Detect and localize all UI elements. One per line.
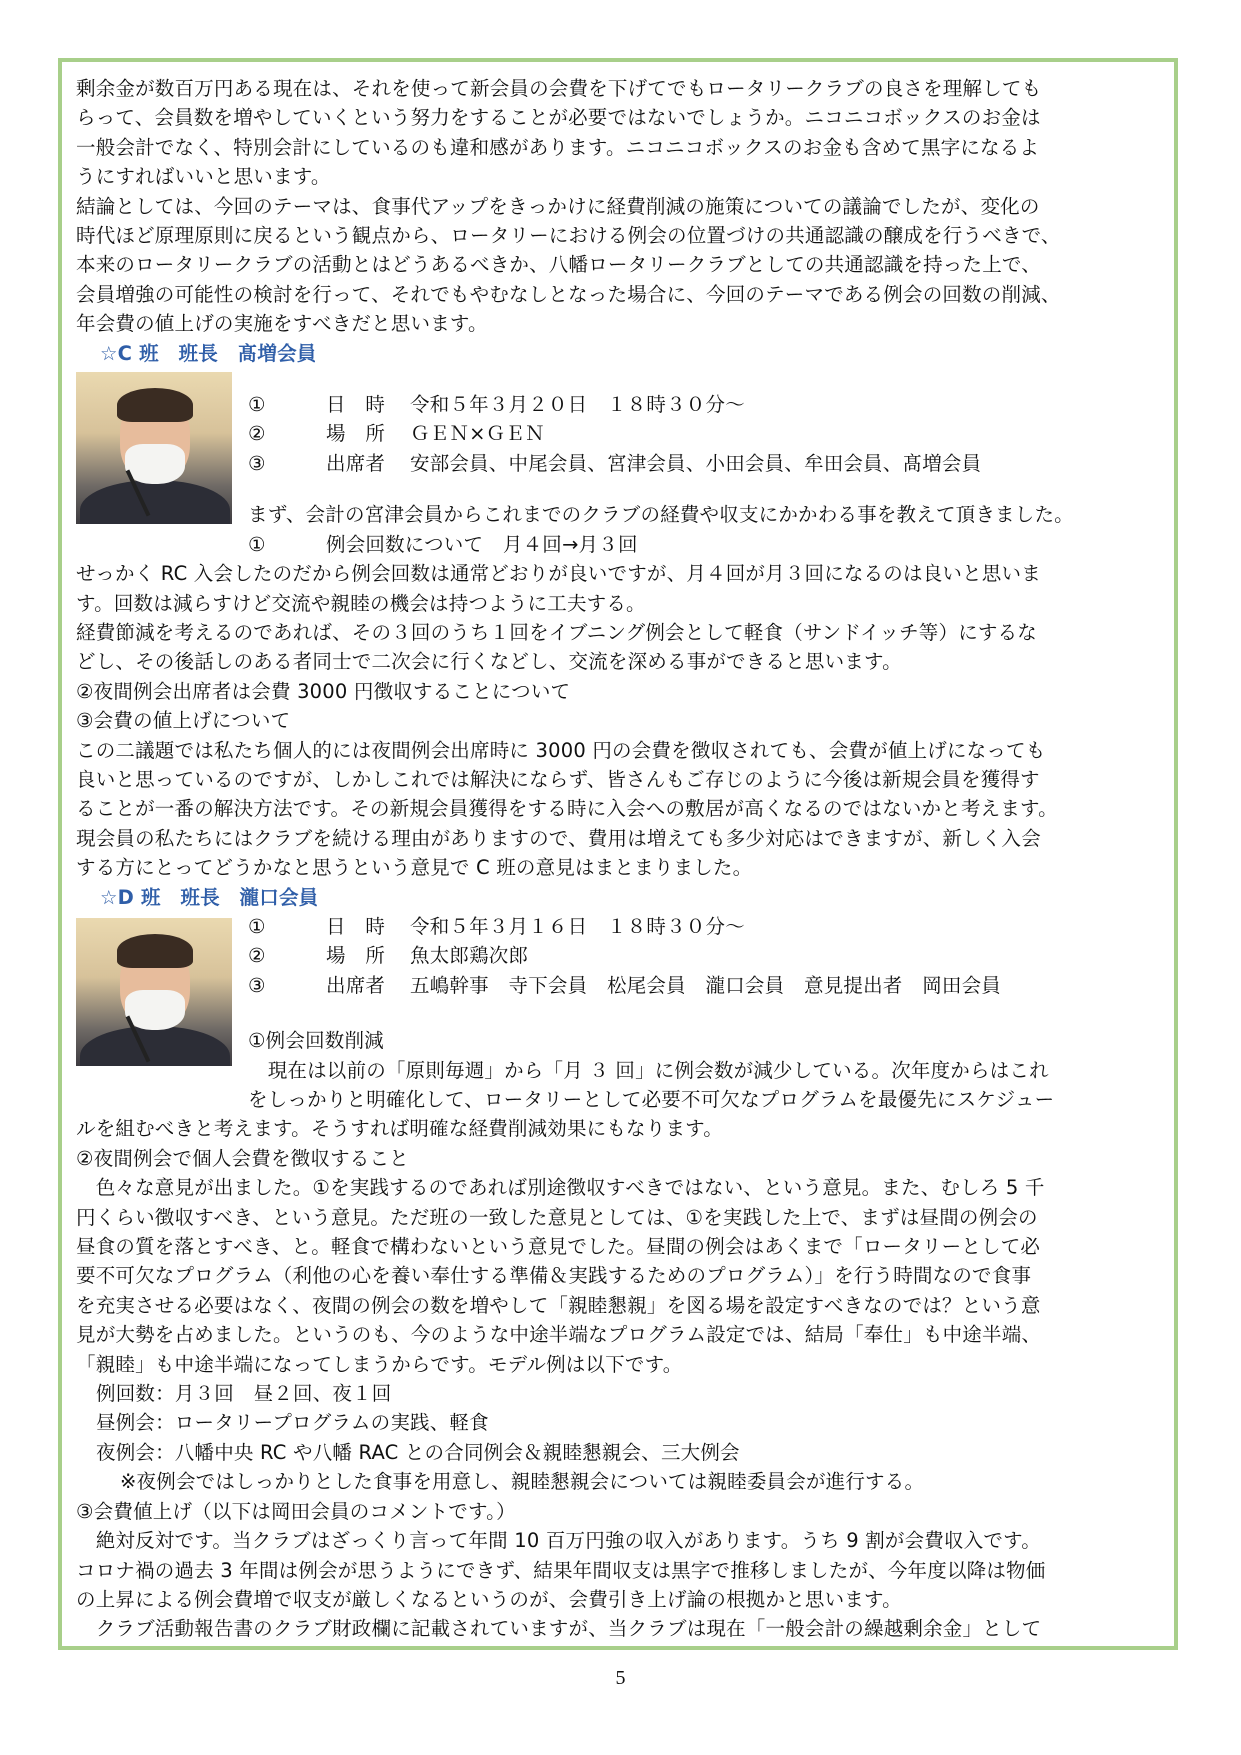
section-d-body <box>76 1114 1176 1643</box>
text-line: 経費節減を考えるのであれば、その３回のうち１回をイブニング例会として軽食（サンドイッチ等）にするな <box>76 620 1038 644</box>
text-line: らって、会員数を増やしていくという努力をすることが必要ではないでしょうか。ニコニコボックスのお金は <box>76 106 1041 130</box>
model-line: 夜例会：八幡中央 RC や八幡 RAC との合同例会＆親睦懇親会、三大例会 <box>96 1440 740 1464</box>
section-d-info <box>248 912 1176 1114</box>
text-line: 昼食の質を落とすべき、と。軽食で構わないという意見でした。昼間の例会はあくまで「ロータリーとして必 <box>76 1235 1041 1259</box>
section-c-heading: ☆C 班 班長 髙増会員 <box>100 341 317 365</box>
info-row-date: ① 日 時 令和５年３月２０日 １８時３０分～ <box>248 393 745 417</box>
section-c-info <box>248 372 1176 559</box>
text-line: ②夜間例会出席者は会費 3000 円徴収することについて <box>76 679 571 703</box>
section-d-block <box>76 912 1176 1114</box>
text-line: 会員増強の可能性の検討を行って、それでもやむなしとなった場合に、今回のテーマである例会の回数の削減、 <box>76 282 1061 306</box>
text-line: 現在は以前の「原則毎週」から「月 ３ 回」に例会数が減少している。次年度からはこれ <box>248 1058 1049 1082</box>
text-line: 「親睦」も中途半端になってしまうからです。モデル例は以下です。 <box>76 1352 683 1376</box>
text-line: 要不可欠なプログラム（利他の心を養い奉仕する準備＆実践するためのプログラム）」を行う時間なので食事 <box>76 1264 1032 1288</box>
text-line: せっかく RC 入会したのだから例会回数は通常どおりが良いですが、月４回が月３回になるのは良いと思いま <box>76 562 1041 586</box>
text-line: 良いと思っているのですが、しかしこれでは解決にならず、皆さんもご存じのように今後は新規会員を獲得す <box>76 767 1040 791</box>
text-line: ③会費の値上げについて <box>76 709 291 733</box>
text-line: この二議題では私たち個人的には夜間例会出席時に 3000 円の会費を徴収されても、会費が値上げになっても <box>76 738 1046 762</box>
text-line: 時代ほど原理原則に戻るという観点から、ロータリーにおける例会の位置づけの共通認識の醸成を行うべきで、 <box>76 224 1061 248</box>
info-row-date: ① 日 時 令和５年３月１６日 １８時３０分～ <box>248 914 745 938</box>
info-row-place: ② 場 所 ＧＥＮ×ＧＥＮ <box>248 422 545 446</box>
sub-item-1: ① 例会回数について 月４回→月３回 <box>248 532 638 556</box>
text-line: 結論としては、今回のテーマは、食事代アップをきっかけに経費削減の施策についての議論でしたが、変化の <box>76 194 1040 218</box>
section-c-body <box>76 559 1176 882</box>
intro-paragraph <box>76 74 1176 339</box>
section-c-block <box>76 372 1176 559</box>
section-d-leader-photo <box>76 918 232 1066</box>
text-line: の上昇による例会費増で収支が厳しくなるというのが、会費引き上げ論の根拠かと思います。 <box>76 1587 902 1611</box>
text-line: 色々な意見が出ました。①を実践するのであれば別途徴収すべきではない、という意見。また、むしろ 5 千 <box>76 1176 1045 1200</box>
text-line: クラブ活動報告書のクラブ財政欄に記載されていますが、当クラブは現在「一般会計の繰越剰余金」として <box>76 1617 1042 1641</box>
model-line: 例回数：月３回 昼２回、夜１回 <box>96 1382 392 1406</box>
model-note: ※夜例会ではしっかりとした食事を用意し、親睦懇親会については親睦委員会が進行する。 <box>120 1470 925 1494</box>
text-line: うにすればいいと思います。 <box>76 165 331 189</box>
document-body <box>76 74 1176 1644</box>
text-line: 絶対反対です。当クラブはざっくり言って年間 10 百万円強の収入があります。うち 9 割が会費収入です。 <box>76 1529 1041 1553</box>
info-row-attendees: ③ 出席者 五嶋幹事 寺下会員 松尾会員 瀧口会員 意見提出者 岡田会員 <box>248 973 1002 997</box>
fee-heading: ③会費値上げ（以下は岡田会員のコメントです。） <box>76 1499 516 1523</box>
text-line: 一般会計でなく、特別会計にしているのも違和感があります。ニコニコボックスのお金も含めて黒字になるよ <box>76 135 1040 159</box>
model-line: 昼例会：ロータリープログラムの実践、軽食 <box>96 1411 489 1435</box>
info-row-attendees: ③ 出席者 安部会員、中尾会員、宮津会員、小田会員、牟田会員、髙増会員 <box>248 451 982 475</box>
text-line: をしっかりと明確化して、ロータリーとして必要不可欠なプログラムを最優先にスケジュー <box>248 1088 1055 1111</box>
page-number: 5 <box>615 1667 626 1689</box>
text-line: を充実させる必要はなく、夜間の例会の数を増やして「親睦懇親」を図る場を設定すべきなのでは？という意 <box>76 1293 1041 1317</box>
text-line: まず、会計の宮津会員からこれまでのクラブの経費や収支にかかわる事を教えて頂きました。 <box>248 503 1074 527</box>
text-line: どし、その後話しのある者同士で二次会に行くなどし、交流を深める事ができると思います。 <box>76 650 902 674</box>
text-line: ②夜間例会で個人会費を徴収すること <box>76 1146 409 1170</box>
text-line: 剰余金が数百万円ある現在は、それを使って新会員の会費を下げてでもロータリークラブの良さを理解しても <box>76 77 1042 100</box>
text-line: 本来のロータリークラブの活動とはどうあるべきか、八幡ロータリークラブとしての共通認識を持った上で、 <box>76 253 1041 277</box>
text-line: ルを組むべきと考えます。そうすれば明確な経費削減効果にもなります。 <box>76 1117 723 1141</box>
text-line: 円くらい徴収すべき、という意見。ただ班の一致した意見としては、①を実践した上で、まずは昼間の例会の <box>76 1205 1038 1229</box>
info-row-place: ② 場 所 魚太郎鶏次郎 <box>248 944 529 968</box>
section-d-heading: ☆D 班 班長 瀧口会員 <box>100 885 319 909</box>
text-line: コロナ禍の過去 3 年間は例会が思うようにできず、結果年間収支は黒字で推移しましたが、今年度以降は物価 <box>76 1558 1046 1582</box>
text-line: 見が大勢を占めました。というのも、今のような中途半端なプログラム設定では、結局「奉仕」も中途半端、 <box>76 1323 1042 1347</box>
text-line: 年会費の値上げの実施をすべきだと思います。 <box>76 312 488 336</box>
section-c-leader-photo <box>76 372 232 524</box>
text-line: 現会員の私たちにはクラブを続ける理由がありますので、費用は増えても多少対応はできますが、新しく入会 <box>76 826 1041 850</box>
text-line: ①例会回数削減 <box>248 1029 384 1053</box>
text-line: する方にとってどうかなと思うという意見で C 班の意見はまとまりました。 <box>76 856 753 880</box>
text-line: す。回数は減らすけど交流や親睦の機会は持つように工夫する。 <box>76 591 646 615</box>
text-line: ることが一番の解決方法です。その新規会員獲得をする時に入会への敷居が高くなるのではないかと考えます。 <box>76 797 1058 821</box>
